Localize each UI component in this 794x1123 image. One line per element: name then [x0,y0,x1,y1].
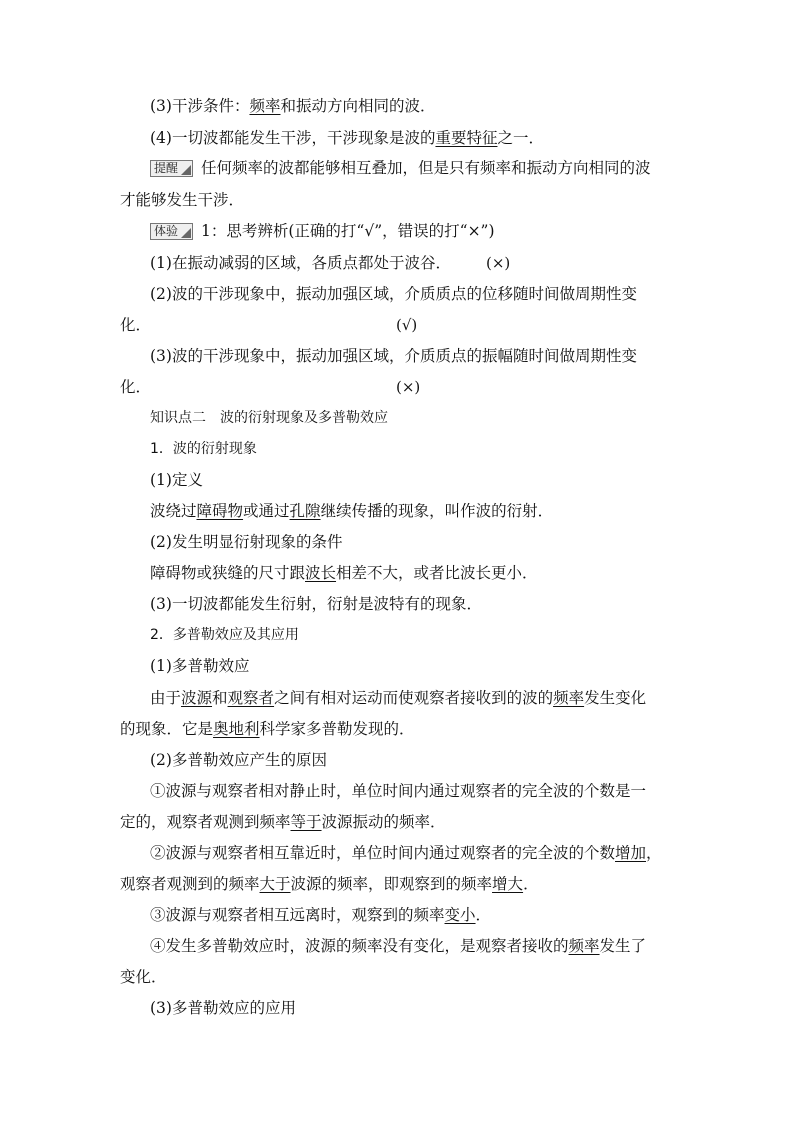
condition-text: 障碍物或狭缝的尺寸跟波长相差不大，或者比波长更小． [150,564,538,582]
line-interference-feature: (4)一切波都能发生干涉，干涉现象是波的重要特征之一． [150,129,544,147]
line-interference-condition: (3)干涉条件：频率和振动方向相同的波． [150,97,436,115]
experience-line: 体验 1：思考辨析(正确的打“√”，错误的打“×”) [150,221,495,241]
blank-smaller: 变小 [444,906,476,924]
reminder-tag: 提醒 [150,160,193,177]
cause-3: ③波源与观察者相互远离时，观察到的频率变小． [150,906,492,924]
cause-4: ④发生多普勒效应时，波源的频率没有变化，是观察者接收的频率发生了 [150,937,647,955]
blank-important-feature: 重要特征 [435,129,498,147]
definition-text: 波绕过障碍物或通过孔隙继续传播的现象，叫作波的衍射． [150,502,554,520]
subheading-doppler: 2．多普勒效应及其应用 [150,627,299,643]
judgment-item-2: (2)波的干涉现象中，振动加强区域，介质质点的位移随时间做周期性变 [150,285,637,303]
application-heading: (3)多普勒效应的应用 [150,999,296,1017]
judgment-item-3-cont: 化． [120,378,152,396]
blank-larger: 增大 [492,875,524,893]
doppler-heading: (1)多普勒效应 [150,657,250,675]
cause-1-cont: 定的，观察者观测到频率等于波源振动的频率． [120,813,446,831]
cause-4-cont: 变化． [120,968,167,986]
diffraction-universal: (3)一切波都能发生衍射，衍射是波特有的现象． [150,595,482,613]
blank-greater: 大于 [259,875,291,893]
blank-source: 波源 [181,689,213,707]
judgment-item-2-cont: 化． [120,316,152,334]
cause-1: ①波源与观察者相对静止时，单位时间内通过观察者的完全波的个数是一 [150,782,647,800]
definition-heading: (1)定义 [150,471,203,489]
reminder-line-cont: 才能够发生干涉． [120,191,245,209]
judgment-mark-2: (√) [396,316,418,334]
blank-austria: 奥地利 [213,720,260,738]
blank-equal: 等于 [290,813,322,831]
blank-observer: 观察者 [227,689,275,707]
judgment-mark-3: (×) [396,378,421,396]
cause-heading: (2)多普勒效应产生的原因 [150,751,327,769]
blank-frequency-3: 频率 [568,937,600,955]
judgment-mark-1: (×) [486,254,511,272]
condition-heading: (2)发生明显衍射现象的条件 [150,533,343,551]
blank-wavelength: 波长 [305,564,337,582]
blank-obstacle: 障碍物 [196,502,244,520]
doppler-definition: 由于波源和观察者之间有相对运动而使观察者接收到的波的频率发生变化 [150,689,647,707]
judgment-item-1: (1)在振动减弱的区域，各质点都处于波谷． [150,254,451,272]
subheading-diffraction: 1．波的衍射现象 [150,441,257,457]
reminder-line: 提醒 任何频率的波都能够相互叠加，但是只有频率和振动方向相同的波 [150,158,651,178]
blank-increase: 增加 [615,844,647,862]
blank-frequency-2: 频率 [553,689,585,707]
doppler-definition-cont: 的现象．它是奥地利科学家多普勒发现的． [120,720,415,738]
cause-2: ②波源与观察者相互靠近时，单位时间内通过观察者的完全波的个数增加， [150,844,662,862]
blank-frequency: 频率 [249,97,281,115]
judgment-item-3: (3)波的干涉现象中，振动加强区域，介质质点的振幅随时间做周期性变 [150,347,637,365]
cause-2-cont: 观察者观测到的频率大于波源的频率，即观察到的频率增大． [120,875,539,893]
blank-aperture: 孔隙 [289,502,321,520]
experience-tag: 体验 [150,223,193,240]
section-heading: 知识点二 波的衍射现象及多普勒效应 [150,410,388,426]
